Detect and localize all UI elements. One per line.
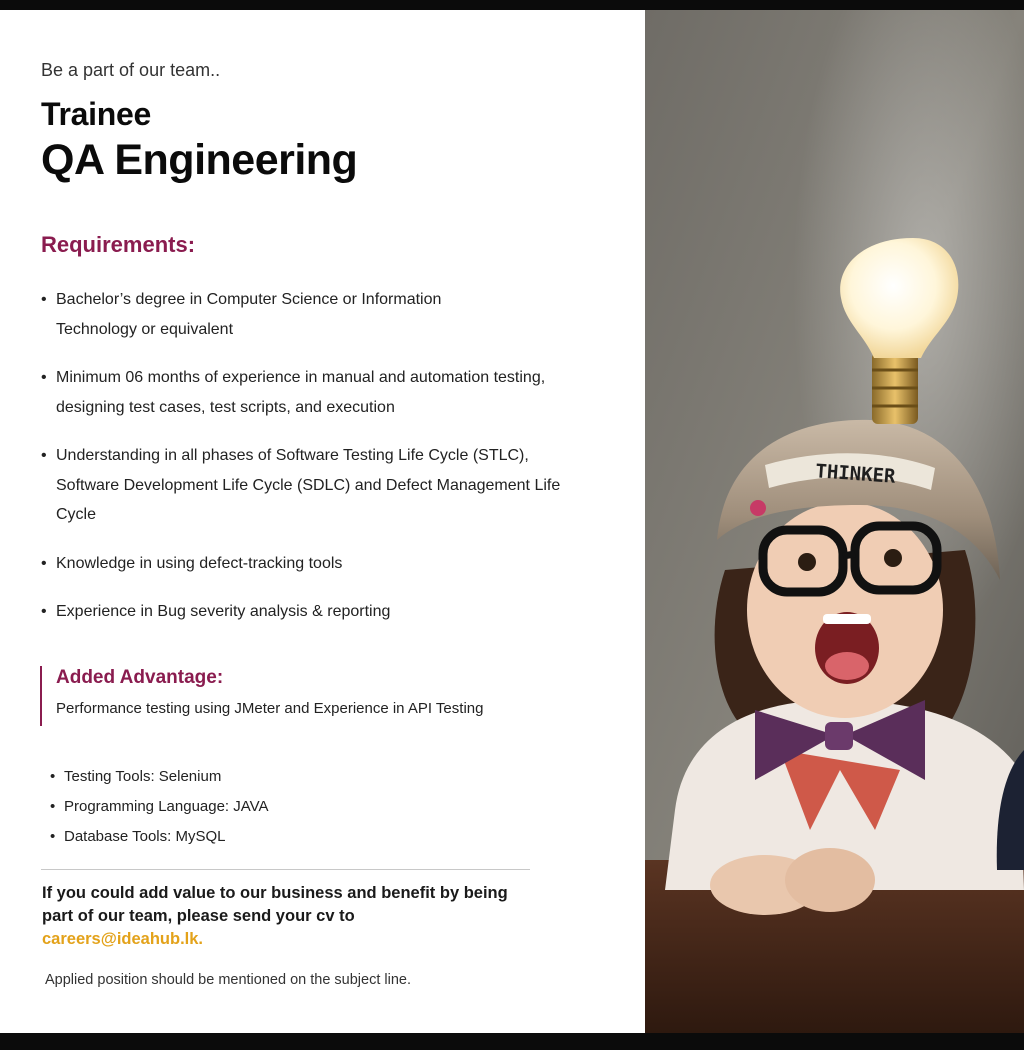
- call-to-action: [42, 882, 542, 951]
- helmet-label: THINKER: [814, 460, 897, 488]
- cta-text: If you could add value to our business and benefit by being part of our team, please send your cv to: [42, 884, 508, 925]
- job-poster-text-panel: [0, 10, 645, 1033]
- requirements-heading: Requirements:: [41, 232, 196, 257]
- thinker-child-photo: [645, 10, 1024, 1033]
- job-title-line1: Trainee: [41, 96, 151, 132]
- requirement-item: • Minimum 06 months of experience in manual and automation testing, designing test cases, test scripts, and execution: [41, 363, 546, 422]
- requirements-list: [41, 285, 601, 646]
- tagline: Be a part of our team..: [41, 60, 221, 80]
- divider: [41, 869, 530, 870]
- tool-item: • Programming Language: JAVA: [50, 792, 269, 822]
- job-title-line2: QA Engineering: [41, 136, 358, 184]
- tool-item: • Testing Tools: Selenium: [50, 762, 269, 792]
- requirement-item: • Understanding in all phases of Software Testing Life Cycle (STLC), Software Development Life Cycle (SDLC) and Defect Management Life Cycle: [41, 441, 571, 530]
- tool-item: • Database Tools: MySQL: [50, 822, 269, 852]
- added-advantage-heading: Added Advantage:: [56, 667, 224, 688]
- requirement-item: • Experience in Bug severity analysis & reporting: [41, 597, 601, 627]
- requirement-item: • Bachelor’s degree in Computer Science or Information Technology or equivalent: [41, 285, 486, 344]
- thinker-child-illustration: [645, 10, 1024, 1033]
- added-advantage-text: Performance testing using JMeter and Experience in API Testing: [56, 700, 484, 717]
- added-advantage-box: [40, 666, 576, 726]
- requirement-item: • Knowledge in using defect-tracking tools: [41, 549, 601, 579]
- bottom-frame-bar: [0, 1033, 1024, 1050]
- top-frame-bar: [0, 0, 1024, 10]
- subject-line-note: Applied position should be mentioned on the subject line.: [45, 972, 411, 988]
- tools-list: [50, 762, 269, 852]
- careers-email-link[interactable]: careers@ideahub.lk.: [42, 930, 203, 948]
